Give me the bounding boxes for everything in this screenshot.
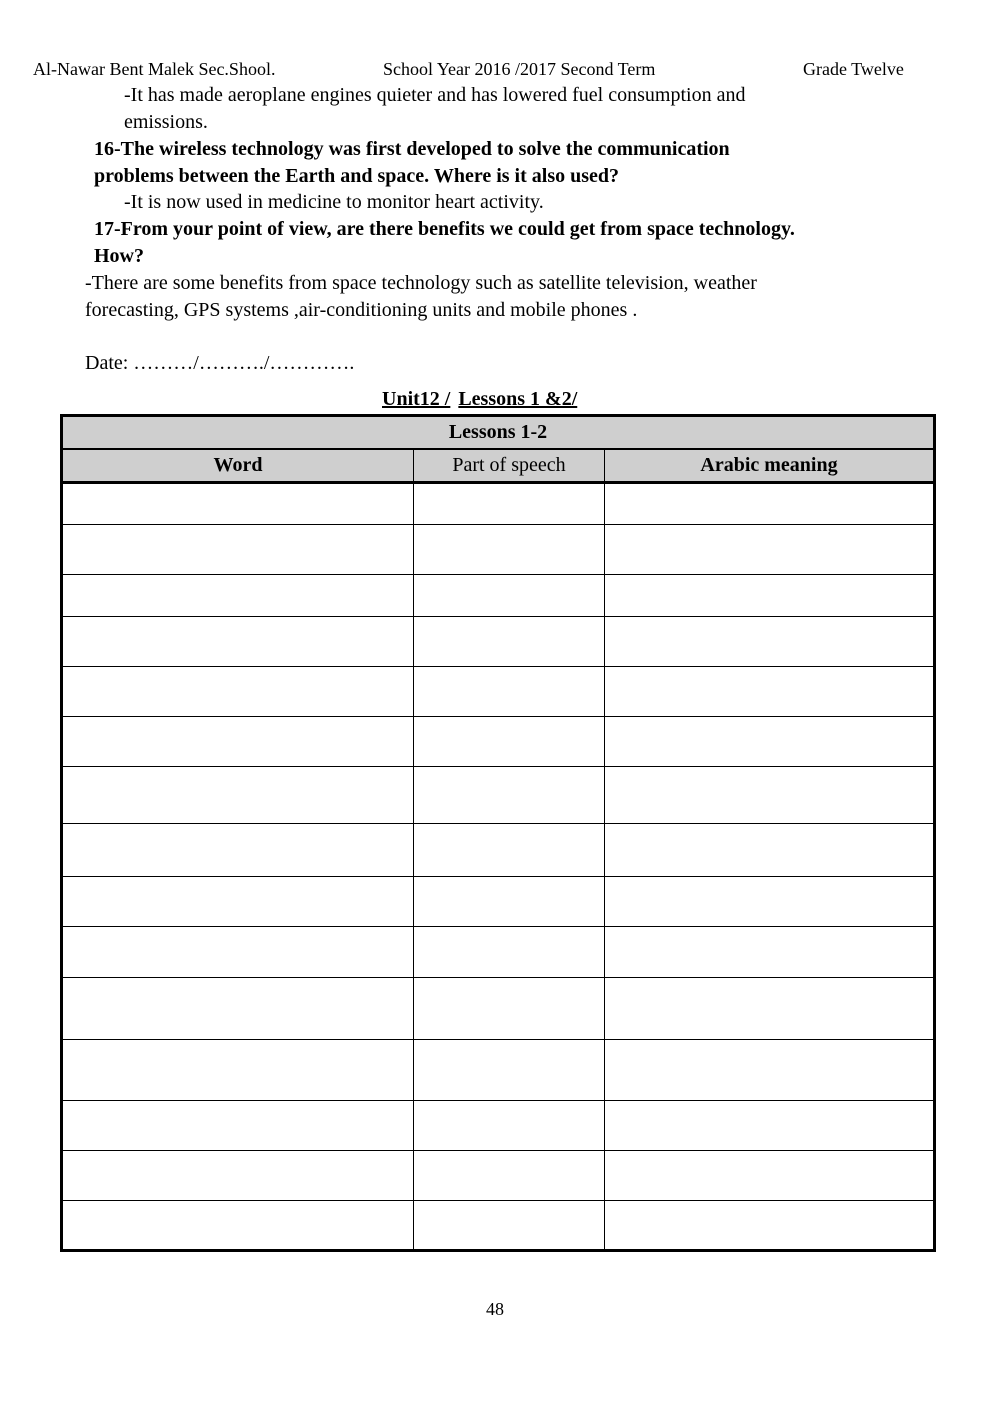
answer-15-line-2: emissions. (124, 111, 208, 133)
date-line: Date: ………/………./…………. (85, 352, 355, 374)
word-cell[interactable] (62, 617, 414, 667)
arabic-meaning-cell[interactable] (605, 824, 935, 877)
table-row (62, 1201, 935, 1251)
part-of-speech-cell[interactable] (414, 483, 605, 525)
part-of-speech-cell[interactable] (414, 667, 605, 717)
word-cell[interactable] (62, 525, 414, 575)
part-of-speech-cell[interactable] (414, 927, 605, 978)
arabic-meaning-cell[interactable] (605, 1101, 935, 1151)
table-row (62, 667, 935, 717)
part-of-speech-cell[interactable] (414, 717, 605, 767)
question-17-number: 17 (94, 218, 114, 240)
question-16-line-1 (94, 138, 730, 161)
table-row (62, 717, 935, 767)
word-cell[interactable] (62, 1040, 414, 1101)
arabic-meaning-cell[interactable] (605, 927, 935, 978)
table-row (62, 978, 935, 1040)
question-16-number: 16 (94, 138, 114, 160)
arabic-meaning-cell[interactable] (605, 877, 935, 927)
part-of-speech-cell[interactable] (414, 575, 605, 617)
arabic-meaning-cell[interactable] (605, 1040, 935, 1101)
table-body (62, 483, 935, 1251)
unit-title-part-1: Unit12 / (382, 388, 451, 410)
column-header-word: Word (62, 449, 414, 483)
question-17-line-1 (94, 218, 795, 241)
table-row (62, 575, 935, 617)
grade-label: Grade Twelve (803, 59, 904, 79)
arabic-meaning-cell[interactable] (605, 483, 935, 525)
vocabulary-table (60, 414, 936, 1252)
column-header-arabic-meaning: Arabic meaning (605, 449, 935, 483)
unit-title (382, 388, 577, 411)
word-cell[interactable] (62, 877, 414, 927)
table-row (62, 1101, 935, 1151)
question-17-text: -From your point of view, are there benefits we could get from space technology. (114, 218, 795, 240)
table-row (62, 824, 935, 877)
table-row (62, 877, 935, 927)
part-of-speech-cell[interactable] (414, 767, 605, 824)
arabic-meaning-cell[interactable] (605, 667, 935, 717)
answer-17-line-2: forecasting, GPS systems ,air-conditioning units and mobile phones . (85, 299, 638, 321)
table-row (62, 617, 935, 667)
arabic-meaning-cell[interactable] (605, 978, 935, 1040)
part-of-speech-cell[interactable] (414, 617, 605, 667)
table-row (62, 1040, 935, 1101)
table-group-header: Lessons 1-2 (62, 416, 935, 450)
page-number: 48 (486, 1299, 504, 1319)
part-of-speech-cell[interactable] (414, 824, 605, 877)
word-cell[interactable] (62, 1151, 414, 1201)
part-of-speech-cell[interactable] (414, 1151, 605, 1201)
part-of-speech-cell[interactable] (414, 525, 605, 575)
word-cell[interactable] (62, 667, 414, 717)
answer-15-line-1: -It has made aeroplane engines quieter and has lowered fuel consumption and (124, 84, 746, 106)
word-cell[interactable] (62, 483, 414, 525)
word-cell[interactable] (62, 717, 414, 767)
unit-title-part-2: Lessons 1 &2/ (458, 388, 578, 410)
arabic-meaning-cell[interactable] (605, 1151, 935, 1201)
table-row (62, 525, 935, 575)
word-cell[interactable] (62, 978, 414, 1040)
question-16-text: -The wireless technology was first developed to solve the communication (114, 138, 730, 160)
part-of-speech-cell[interactable] (414, 1040, 605, 1101)
answer-17-line-1: -There are some benefits from space technology such as satellite television, weather (85, 272, 757, 294)
word-cell[interactable] (62, 1101, 414, 1151)
arabic-meaning-cell[interactable] (605, 717, 935, 767)
part-of-speech-cell[interactable] (414, 877, 605, 927)
arabic-meaning-cell[interactable] (605, 617, 935, 667)
school-name: Al-Nawar Bent Malek Sec.Shool. (33, 59, 276, 79)
arabic-meaning-cell[interactable] (605, 575, 935, 617)
part-of-speech-cell[interactable] (414, 1201, 605, 1251)
part-of-speech-cell[interactable] (414, 978, 605, 1040)
part-of-speech-cell[interactable] (414, 1101, 605, 1151)
column-header-part-of-speech: Part of speech (414, 449, 605, 483)
school-year: School Year 2016 /2017 Second Term (383, 59, 656, 79)
answer-16: -It is now used in medicine to monitor heart activity. (124, 191, 544, 213)
question-17-line-2: How? (94, 245, 144, 267)
word-cell[interactable] (62, 575, 414, 617)
arabic-meaning-cell[interactable] (605, 767, 935, 824)
table-row (62, 927, 935, 978)
word-cell[interactable] (62, 824, 414, 877)
table-row (62, 1151, 935, 1201)
table-row (62, 483, 935, 525)
word-cell[interactable] (62, 767, 414, 824)
arabic-meaning-cell[interactable] (605, 525, 935, 575)
table-row (62, 767, 935, 824)
word-cell[interactable] (62, 927, 414, 978)
word-cell[interactable] (62, 1201, 414, 1251)
arabic-meaning-cell[interactable] (605, 1201, 935, 1251)
question-16-line-2: problems between the Earth and space. Where is it also used? (94, 165, 620, 187)
